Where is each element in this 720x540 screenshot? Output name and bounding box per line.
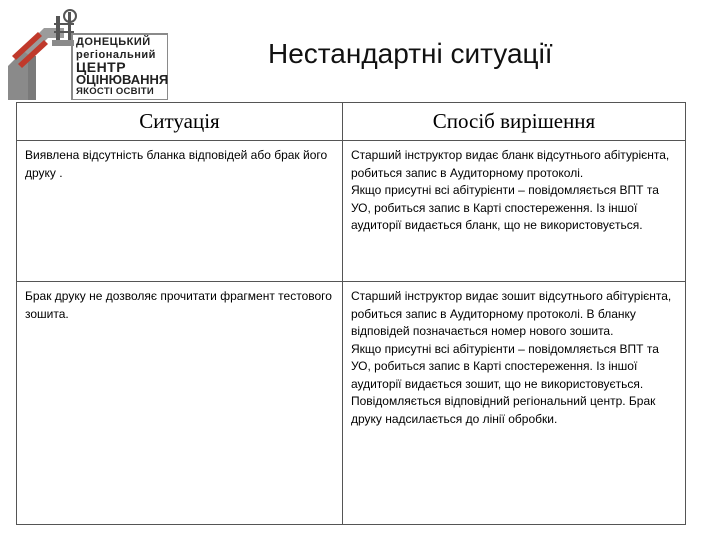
logo-line-2: регіональний — [76, 48, 156, 61]
page-title: Нестандартні ситуації — [268, 38, 553, 69]
header-situation: Ситуація — [17, 103, 343, 141]
solution-paragraph: Якщо присутні всі абітурієнти – повідомляється ВПТ та УО, робиться запис в Карті спостереження. Із іншої аудиторії видається зошит, що не використовується. Повідомляється відповідний регіональний центр. Брак друку надсилається до лінії обробки. — [350, 341, 659, 426]
solution-paragraph: Старший інструктор видає бланк відсутнього абітурієнта, робиться запис в Аудиторному протоколі. — [350, 148, 670, 180]
logo-line-1: ДОНЕЦЬКИЙ — [76, 36, 151, 48]
logo-line-3: ЦЕНТР — [76, 59, 127, 75]
solution-cell — [342, 141, 685, 282]
situation-cell: Виявлена відсутність бланка відповідей або брак його друку . — [17, 141, 343, 282]
solution-paragraph: Якщо присутні всі абітурієнти – повідомляється ВПТ та УО, робиться запис в Карті спостереження. Із іншої аудиторії видається бланк, що не використовується. — [350, 183, 659, 232]
organization-logo — [8, 6, 168, 100]
situation-cell: Брак друку не дозволяє прочитати фрагмент тестового зошита. — [17, 282, 343, 525]
header-solution: Спосіб вирішення — [342, 103, 685, 141]
situations-table — [16, 102, 686, 525]
logo-line-4: ОЦІНЮВАННЯ — [76, 71, 169, 87]
solution-paragraph: Старший інструктор видає зошит відсутнього абітурієнта, робиться запис в Аудиторному протоколі. В бланку відповідей позначається номер нового зошита. — [350, 289, 672, 338]
logo-line-5: ЯКОСТІ ОСВІТИ — [76, 86, 155, 97]
solution-cell — [342, 282, 685, 525]
table-row — [17, 141, 686, 282]
table-row — [17, 282, 686, 525]
table-header-row — [17, 103, 686, 141]
